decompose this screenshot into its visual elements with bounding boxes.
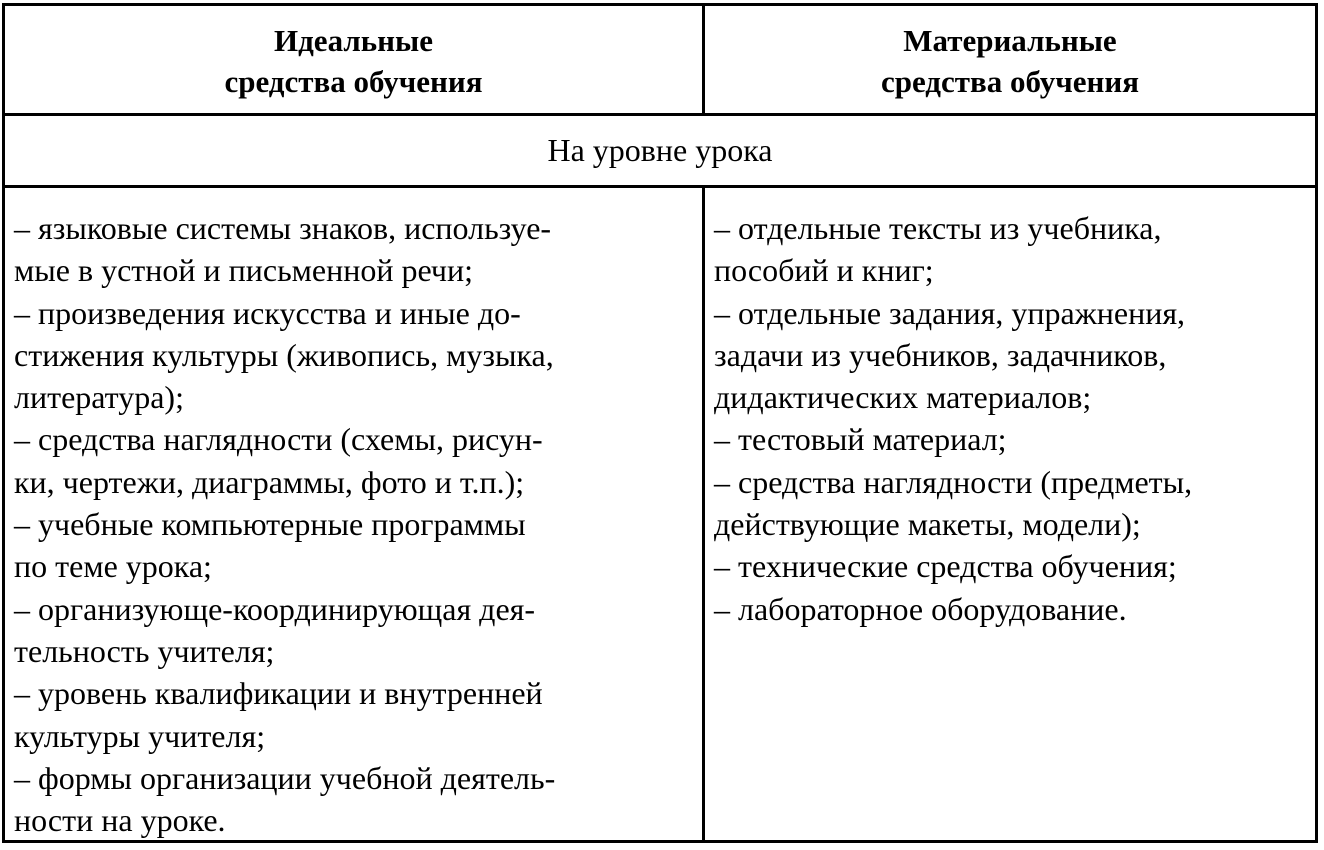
- ideal-means-line: – формы организации учебной деятель-: [14, 759, 556, 796]
- ideal-means-line: – языковые системы знаков, используе-: [14, 210, 552, 246]
- lesson-level-row: На уровне урока: [5, 116, 1315, 188]
- material-means-line: – тестовый материал;: [714, 421, 1007, 458]
- material-means-line: пособий и книг;: [714, 252, 934, 289]
- material-means-line: задачи из учебников, задачников,: [714, 336, 1167, 373]
- material-means-line: – средства наглядности (предметы,: [714, 463, 1193, 500]
- ideal-means-line: тельность учителя;: [14, 632, 275, 669]
- header-material-means: Материальные средства обучения: [880, 22, 1140, 99]
- ideal-means-line: – средства наглядности (схемы, рисун-: [14, 421, 543, 458]
- ideal-means-line: литература);: [14, 379, 184, 416]
- header-ideal-means: Идеальные средства обучения: [5, 6, 705, 113]
- material-means-line: – лабораторное оборудование.: [714, 590, 1127, 627]
- material-means-line: действующие макеты, модели);: [714, 506, 1141, 543]
- material-means-line: дидактических материалов;: [714, 379, 1092, 416]
- table-header-row: [5, 6, 1315, 116]
- table-body-row: [5, 188, 1315, 840]
- ideal-means-line: – учебные компьютерные программы: [14, 506, 526, 543]
- teaching-means-table: [2, 3, 1318, 843]
- ideal-means-line: – организующе-координирующая дея-: [14, 590, 536, 627]
- ideal-means-line: ки, чертежи, диаграммы, фото и т.п.);: [14, 463, 525, 500]
- ideal-means-line: стижения культуры (живопись, музыка,: [14, 336, 554, 373]
- material-means-line: – отдельные задания, упражнения,: [714, 294, 1186, 331]
- ideal-means-line: – уровень квалификации и внутренней: [14, 675, 543, 712]
- material-means-cell: [705, 188, 1315, 840]
- ideal-means-line: мые в устной и письменной речи;: [14, 252, 474, 289]
- ideal-means-line: по теме урока;: [14, 548, 212, 585]
- ideal-means-cell: [5, 188, 705, 840]
- ideal-means-line: культуры учителя;: [14, 717, 266, 754]
- ideal-means-line: ности на уроке.: [14, 802, 226, 839]
- material-means-line: – технические средства обучения;: [714, 548, 1177, 585]
- material-means-line: – отдельные тексты из учебника,: [714, 210, 1162, 246]
- ideal-means-line: – произведения искусства и иные до-: [14, 294, 521, 331]
